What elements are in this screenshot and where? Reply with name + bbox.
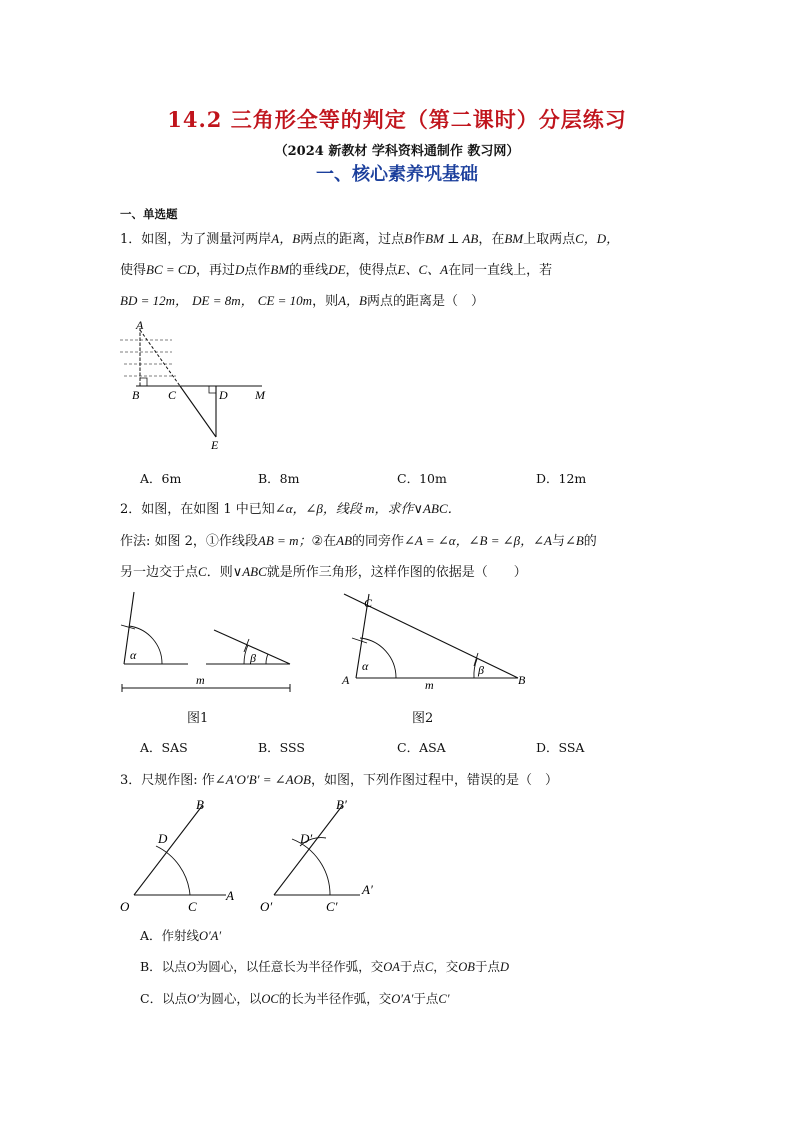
q2-label-A: A (342, 673, 350, 687)
q2-figure-2 (336, 590, 534, 690)
q3-label-O: O (120, 899, 130, 914)
section-heading: 一、核心素养巩基础 (316, 164, 478, 185)
q3-label-C2: C′ (326, 899, 338, 914)
q2-label-C: C (364, 596, 373, 610)
q2-caption-1: 图1 (187, 711, 209, 726)
question-type-heading: 一、单选题 (120, 207, 178, 221)
q3-label-A: A (226, 888, 234, 903)
q2-label-m2: m (425, 678, 434, 690)
q2-option-d[interactable]: D．SSA (536, 740, 585, 755)
q1-label-B: B (132, 388, 140, 402)
q1-label-D: D (219, 388, 228, 402)
q3-label-B: B (196, 797, 204, 812)
page-subtitle: （2024 新教材 学科资料通制作 教习网） (274, 144, 520, 159)
page-title: 14.2 三角形全等的判定（第二课时）分层练习 (167, 107, 627, 132)
q1-line-3: BD = 12m， DE = 8m， CE = 10m，则A，B两点的距离是（ ） (120, 293, 484, 309)
q2-option-b[interactable]: B．SSS (258, 740, 305, 755)
q2-caption-2: 图2 (412, 711, 434, 726)
q3-figure-1 (116, 794, 246, 918)
q3-figure-2 (256, 794, 386, 918)
q3-label-B2: B′ (336, 797, 347, 812)
q3-option-a[interactable]: A．作射线O′A′ (140, 928, 222, 943)
q3-label-O2: O′ (260, 899, 273, 914)
q1-option-a[interactable]: A．6m (140, 471, 182, 486)
q2-label-alpha: α (130, 648, 137, 662)
q1-line-1: 1．如图，为了测量河两岸A，B两点的距离，过点B作BM ⊥ AB，在BM上取两点C，D， (120, 231, 620, 247)
q2-label-B: B (518, 673, 526, 687)
q2-option-c[interactable]: C．ASA (397, 740, 446, 755)
q2-label-beta-2: β (478, 663, 484, 677)
q3-label-D: D (158, 831, 168, 846)
q3-line-1: 3．尺规作图: 作∠A′O′B′ = ∠AOB，如图，下列作图过程中，错误的是（ ） (120, 772, 558, 788)
q2-label-alpha-2: α (362, 659, 369, 673)
q1-label-M: M (255, 388, 265, 402)
q3-option-c[interactable]: C．以点O′为圆心，以OC的长为半径作弧，交O′A′于点C′ (140, 991, 450, 1006)
q2-line-3: 另一边交于点C．则∨ABC就是所作三角形，这样作图的依据是（ ） (120, 564, 527, 580)
q3-label-C: C (188, 899, 197, 914)
q2-figure-1 (116, 588, 298, 694)
q1-label-C: C (168, 388, 177, 402)
q1-label-E: E (211, 438, 219, 452)
q2-line-2: 作法: 如图 2，①作线段AB = m；②在AB的同旁作∠A = ∠α，∠B = ∠β，∠A与∠B的 (120, 533, 597, 549)
q1-figure (110, 318, 280, 456)
q3-option-b[interactable]: B．以点O为圆心，以任意长为半径作弧，交OA于点C，交OB于点D (140, 959, 509, 974)
q1-line-2: 使得BC = CD，再过D点作BM的垂线DE，使得点E、C、A在同一直线上，若 (120, 262, 553, 278)
q2-label-beta: β (250, 651, 256, 665)
q1-option-c[interactable]: C．10m (397, 471, 447, 486)
q2-label-m1: m (196, 673, 205, 687)
q1-option-d[interactable]: D．12m (536, 471, 587, 486)
q3-label-A2: A′ (362, 882, 373, 897)
q1-option-b[interactable]: B．8m (258, 471, 300, 486)
q2-line-1: 2．如图，在如图 1 中已知∠α，∠β，线段 m，求作∨ABC． (120, 501, 461, 517)
q2-option-a[interactable]: A．SAS (140, 740, 188, 755)
q1-label-A: A (136, 318, 144, 332)
q3-label-D2: D′ (300, 831, 313, 846)
